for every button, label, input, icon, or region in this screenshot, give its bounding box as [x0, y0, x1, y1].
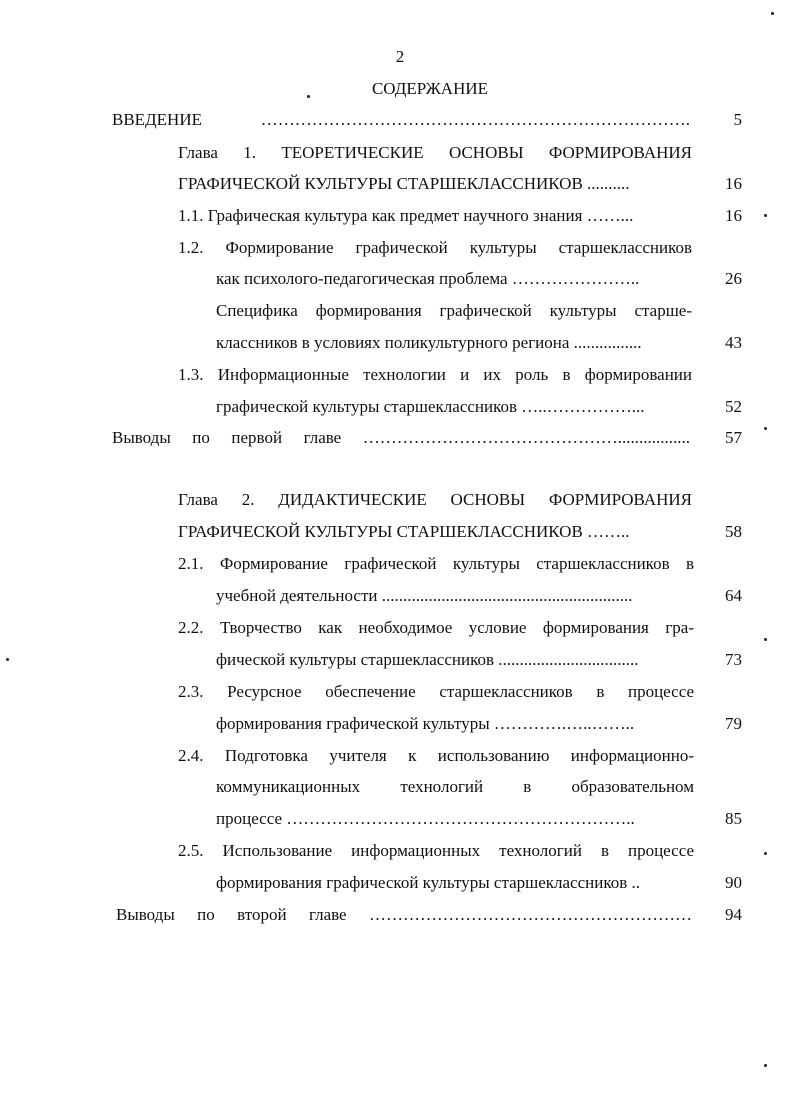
toc-section-2-3-line2[interactable]: формирования графической культуры ………….…..…….. — [216, 714, 635, 733]
toc-section-2-1-page: 64 — [725, 586, 742, 605]
toc-section-2-4-line3[interactable]: процессе …………………………………………………….. — [216, 809, 635, 828]
scan-speck — [764, 852, 767, 855]
scan-speck — [764, 1064, 767, 1067]
page-title: СОДЕРЖАНИЕ — [371, 79, 489, 98]
toc-chapter2-title-line1[interactable]: Глава 2. ДИДАКТИЧЕСКИЕ ОСНОВЫ ФОРМИРОВАНИЯ — [178, 490, 692, 509]
toc-section-2-2-line1[interactable]: 2.2. Творчество как необходимое условие формирования гра- — [178, 618, 694, 637]
scan-speck — [6, 658, 9, 661]
toc-section-1-3-line2[interactable]: графической культуры старшеклассников …..……………... — [216, 397, 645, 416]
scan-speck — [764, 214, 767, 217]
toc-section-1-3-page: 52 — [725, 397, 742, 416]
toc-chapter1-conclusion-page: 57 — [725, 428, 742, 447]
scan-speck — [764, 638, 767, 641]
toc-chapter2-conclusion[interactable]: Выводы по второй главе ………………………………………………… — [116, 905, 692, 924]
toc-section-2-2-line2[interactable]: фической культуры старшеклассников ................................. — [216, 650, 639, 669]
toc-section-1-3-line1[interactable]: 1.3. Информационные технологии и их роль в формировании — [178, 365, 692, 384]
toc-section-1-2b-page: 43 — [725, 333, 742, 352]
scan-speck — [771, 12, 774, 15]
toc-section-2-5-line1[interactable]: 2.5. Использование информационных технологий в процессе — [178, 841, 694, 860]
page-number: 2 — [395, 47, 405, 66]
scan-speck — [307, 95, 310, 98]
toc-chapter1-page: 16 — [725, 174, 742, 193]
toc-chapter1-conclusion[interactable]: Выводы по первой главе ………………………………………................. — [112, 428, 690, 447]
toc-section-2-4-line2[interactable]: коммуникационных технологий в образовательном — [216, 777, 694, 796]
toc-chapter1-title-line1[interactable]: Глава 1. ТЕОРЕТИЧЕСКИЕ ОСНОВЫ ФОРМИРОВАНИЯ — [178, 143, 692, 162]
toc-section-2-5-line2[interactable]: формирования графической культуры старшеклассников .. — [216, 873, 641, 892]
toc-chapter2-page: 58 — [725, 522, 742, 541]
toc-section-1-2-line2[interactable]: как психолого-педагогическая проблема ………………….. — [216, 269, 640, 288]
toc-section-2-1-line2[interactable]: учебной деятельности ........................................................... — [216, 586, 633, 605]
toc-section-2-4-line1[interactable]: 2.4. Подготовка учителя к использованию информационно- — [178, 746, 694, 765]
toc-chapter2-conclusion-page: 94 — [725, 905, 742, 924]
toc-chapter1-title-line2[interactable]: ГРАФИЧЕСКОЙ КУЛЬТУРЫ СТАРШЕКЛАССНИКОВ .......... — [178, 174, 630, 193]
toc-section-2-3-line1[interactable]: 2.3. Ресурсное обеспечение старшеклассников в процессе — [178, 682, 694, 701]
toc-chapter2-title-line2[interactable]: ГРАФИЧЕСКОЙ КУЛЬТУРЫ СТАРШЕКЛАССНИКОВ …….. — [178, 522, 630, 541]
toc-section-1-2-line1[interactable]: 1.2. Формирование графической культуры старшеклассников — [178, 238, 692, 257]
toc-section-2-4-page: 85 — [725, 809, 742, 828]
toc-section-1-1-page: 16 — [725, 206, 742, 225]
toc-section-2-5-page: 90 — [725, 873, 742, 892]
scan-speck — [764, 427, 767, 430]
toc-section-1-2-page: 26 — [725, 269, 742, 288]
toc-intro[interactable]: ВВЕДЕНИЕ …………………………………………………………………. — [112, 110, 690, 129]
toc-intro-page: 5 — [733, 110, 742, 129]
toc-section-2-3-page: 79 — [725, 714, 742, 733]
toc-section-2-2-page: 73 — [725, 650, 742, 669]
toc-section-1-2b-line1[interactable]: Специфика формирования графической культуры старше- — [216, 301, 692, 320]
toc-section-1-1[interactable]: 1.1. Графическая культура как предмет научного знания ……... — [178, 206, 634, 225]
toc-section-1-2b-line2[interactable]: классников в условиях поликультурного региона ................ — [216, 333, 642, 352]
toc-section-2-1-line1[interactable]: 2.1. Формирование графической культуры старшеклассников в — [178, 554, 694, 573]
